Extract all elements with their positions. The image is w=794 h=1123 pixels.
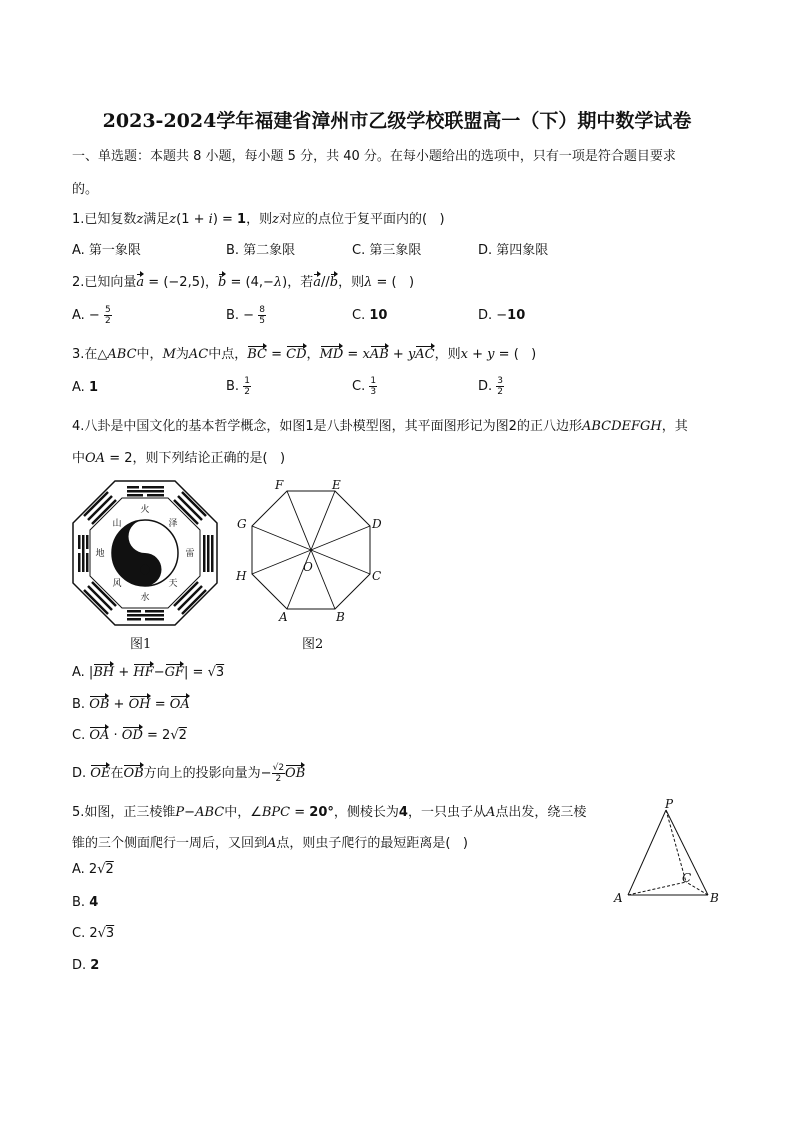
- page-title: 2023-2024学年福建省漳州市乙级学校联盟高一（下）期中数学试卷: [102, 110, 692, 132]
- question-4-option-c[interactable]: C. OA · OD = 2√2: [72, 728, 187, 743]
- octagon-label-o: O: [303, 560, 313, 574]
- question-2-stem: 2.已知向量a = (−2,5)，b = (4,−λ)，若a//b，则λ = ( ): [72, 275, 415, 290]
- pyramid-label-a: A: [614, 891, 623, 905]
- section-header: 一、单选题：本题共 8 小题，每小题 5 分，共 40 分。在每小题给出的选项中，只有一项是符合题目要求: [72, 149, 676, 164]
- question-1-option-b[interactable]: B. 第二象限: [226, 243, 296, 258]
- question-3-option-a[interactable]: A. 1: [72, 380, 98, 395]
- bagua-char-fire: 火: [140, 505, 150, 515]
- pyramid-label-c: C: [682, 871, 692, 885]
- bagua-char-earth: 地: [95, 549, 105, 559]
- question-3-stem: 3.在△ABC中，M为AC中点，BC = CD，MD = xAB + yAC，则x + y = ( ): [72, 347, 537, 362]
- pyramid-label-b: B: [710, 891, 719, 905]
- question-2-option-a[interactable]: A. − $\frac{5}{2}$: [72, 305, 111, 326]
- question-2-option-d[interactable]: D. −10: [478, 308, 526, 323]
- octagon-label-c: C: [372, 569, 382, 583]
- bagua-char-lake: 泽: [168, 519, 178, 529]
- question-3-option-c[interactable]: C. $\frac{1}{3}$: [352, 376, 377, 397]
- figure-2-caption: 图2: [302, 637, 324, 652]
- question-4-stem-cont: 中OA = 2，则下列结论正确的是( ): [72, 451, 286, 466]
- question-4-option-b[interactable]: B. OB + OH = OA: [72, 697, 190, 712]
- question-4-stem: 4.八卦是中国文化的基本哲学概念，如图1是八卦模型图，其平面图形记为图2的正八边形ABCDEFGH，其: [72, 419, 688, 434]
- octagon-label-b: B: [336, 610, 345, 624]
- question-3-option-b[interactable]: B. $\frac{1}{2}$: [226, 376, 250, 397]
- question-5-option-d[interactable]: D. 2: [72, 958, 100, 973]
- question-1-option-d[interactable]: D. 第四象限: [478, 243, 549, 258]
- octagon-label-a: A: [279, 610, 288, 624]
- question-1-option-a[interactable]: A. 第一象限: [72, 243, 141, 258]
- question-2-option-c[interactable]: C. 10: [352, 308, 388, 323]
- bagua-char-water: 水: [140, 593, 150, 603]
- octagon-label-d: D: [372, 517, 382, 531]
- pyramid-label-p: P: [665, 797, 674, 811]
- octagon-figure: [232, 474, 392, 626]
- question-4-option-a[interactable]: A. |BH + HF−GF| = √3: [72, 665, 225, 680]
- question-2-option-b[interactable]: B. − $\frac{8}{5}$: [226, 305, 265, 326]
- bagua-char-thunder: 雷: [185, 549, 195, 559]
- octagon-label-f: F: [275, 478, 284, 492]
- octagon-label-g: G: [237, 517, 247, 531]
- octagon-label-h: H: [236, 569, 247, 583]
- bagua-figure: [70, 478, 220, 628]
- question-5-stem-cont: 锥的三个侧面爬行一周后，又回到A点，则虫子爬行的最短距离是( ): [72, 836, 468, 851]
- question-1-stem: 1.已知复数z满足z(1 + i) = 1，则z对应的点位于复平面内的( ): [72, 212, 445, 227]
- bagua-char-mountain: 山: [112, 519, 122, 529]
- octagon-label-e: E: [332, 478, 341, 492]
- question-3-option-d[interactable]: D. $\frac{3}{2}$: [478, 376, 504, 397]
- bagua-char-wind: 风: [112, 579, 122, 589]
- question-5-option-c[interactable]: C. 2√3: [72, 926, 115, 941]
- figure-1-caption: 图1: [130, 637, 152, 652]
- question-1-option-c[interactable]: C. 第三象限: [352, 243, 422, 258]
- question-4-option-d[interactable]: D. OE在OB方向上的投影向量为− $\frac{√2}{2}$ OB: [72, 763, 306, 784]
- pyramid-figure: [608, 796, 728, 908]
- question-5-stem: 5.如图，正三棱锥P−ABC中，∠BPC = 20°，侧棱长为4，一只虫子从A点出发，绕三棱: [72, 805, 587, 820]
- question-5-option-a[interactable]: A. 2√2: [72, 862, 114, 877]
- section-header-cont: 的。: [72, 182, 99, 197]
- bagua-char-heaven: 天: [168, 579, 178, 589]
- question-5-option-b[interactable]: B. 4: [72, 895, 99, 910]
